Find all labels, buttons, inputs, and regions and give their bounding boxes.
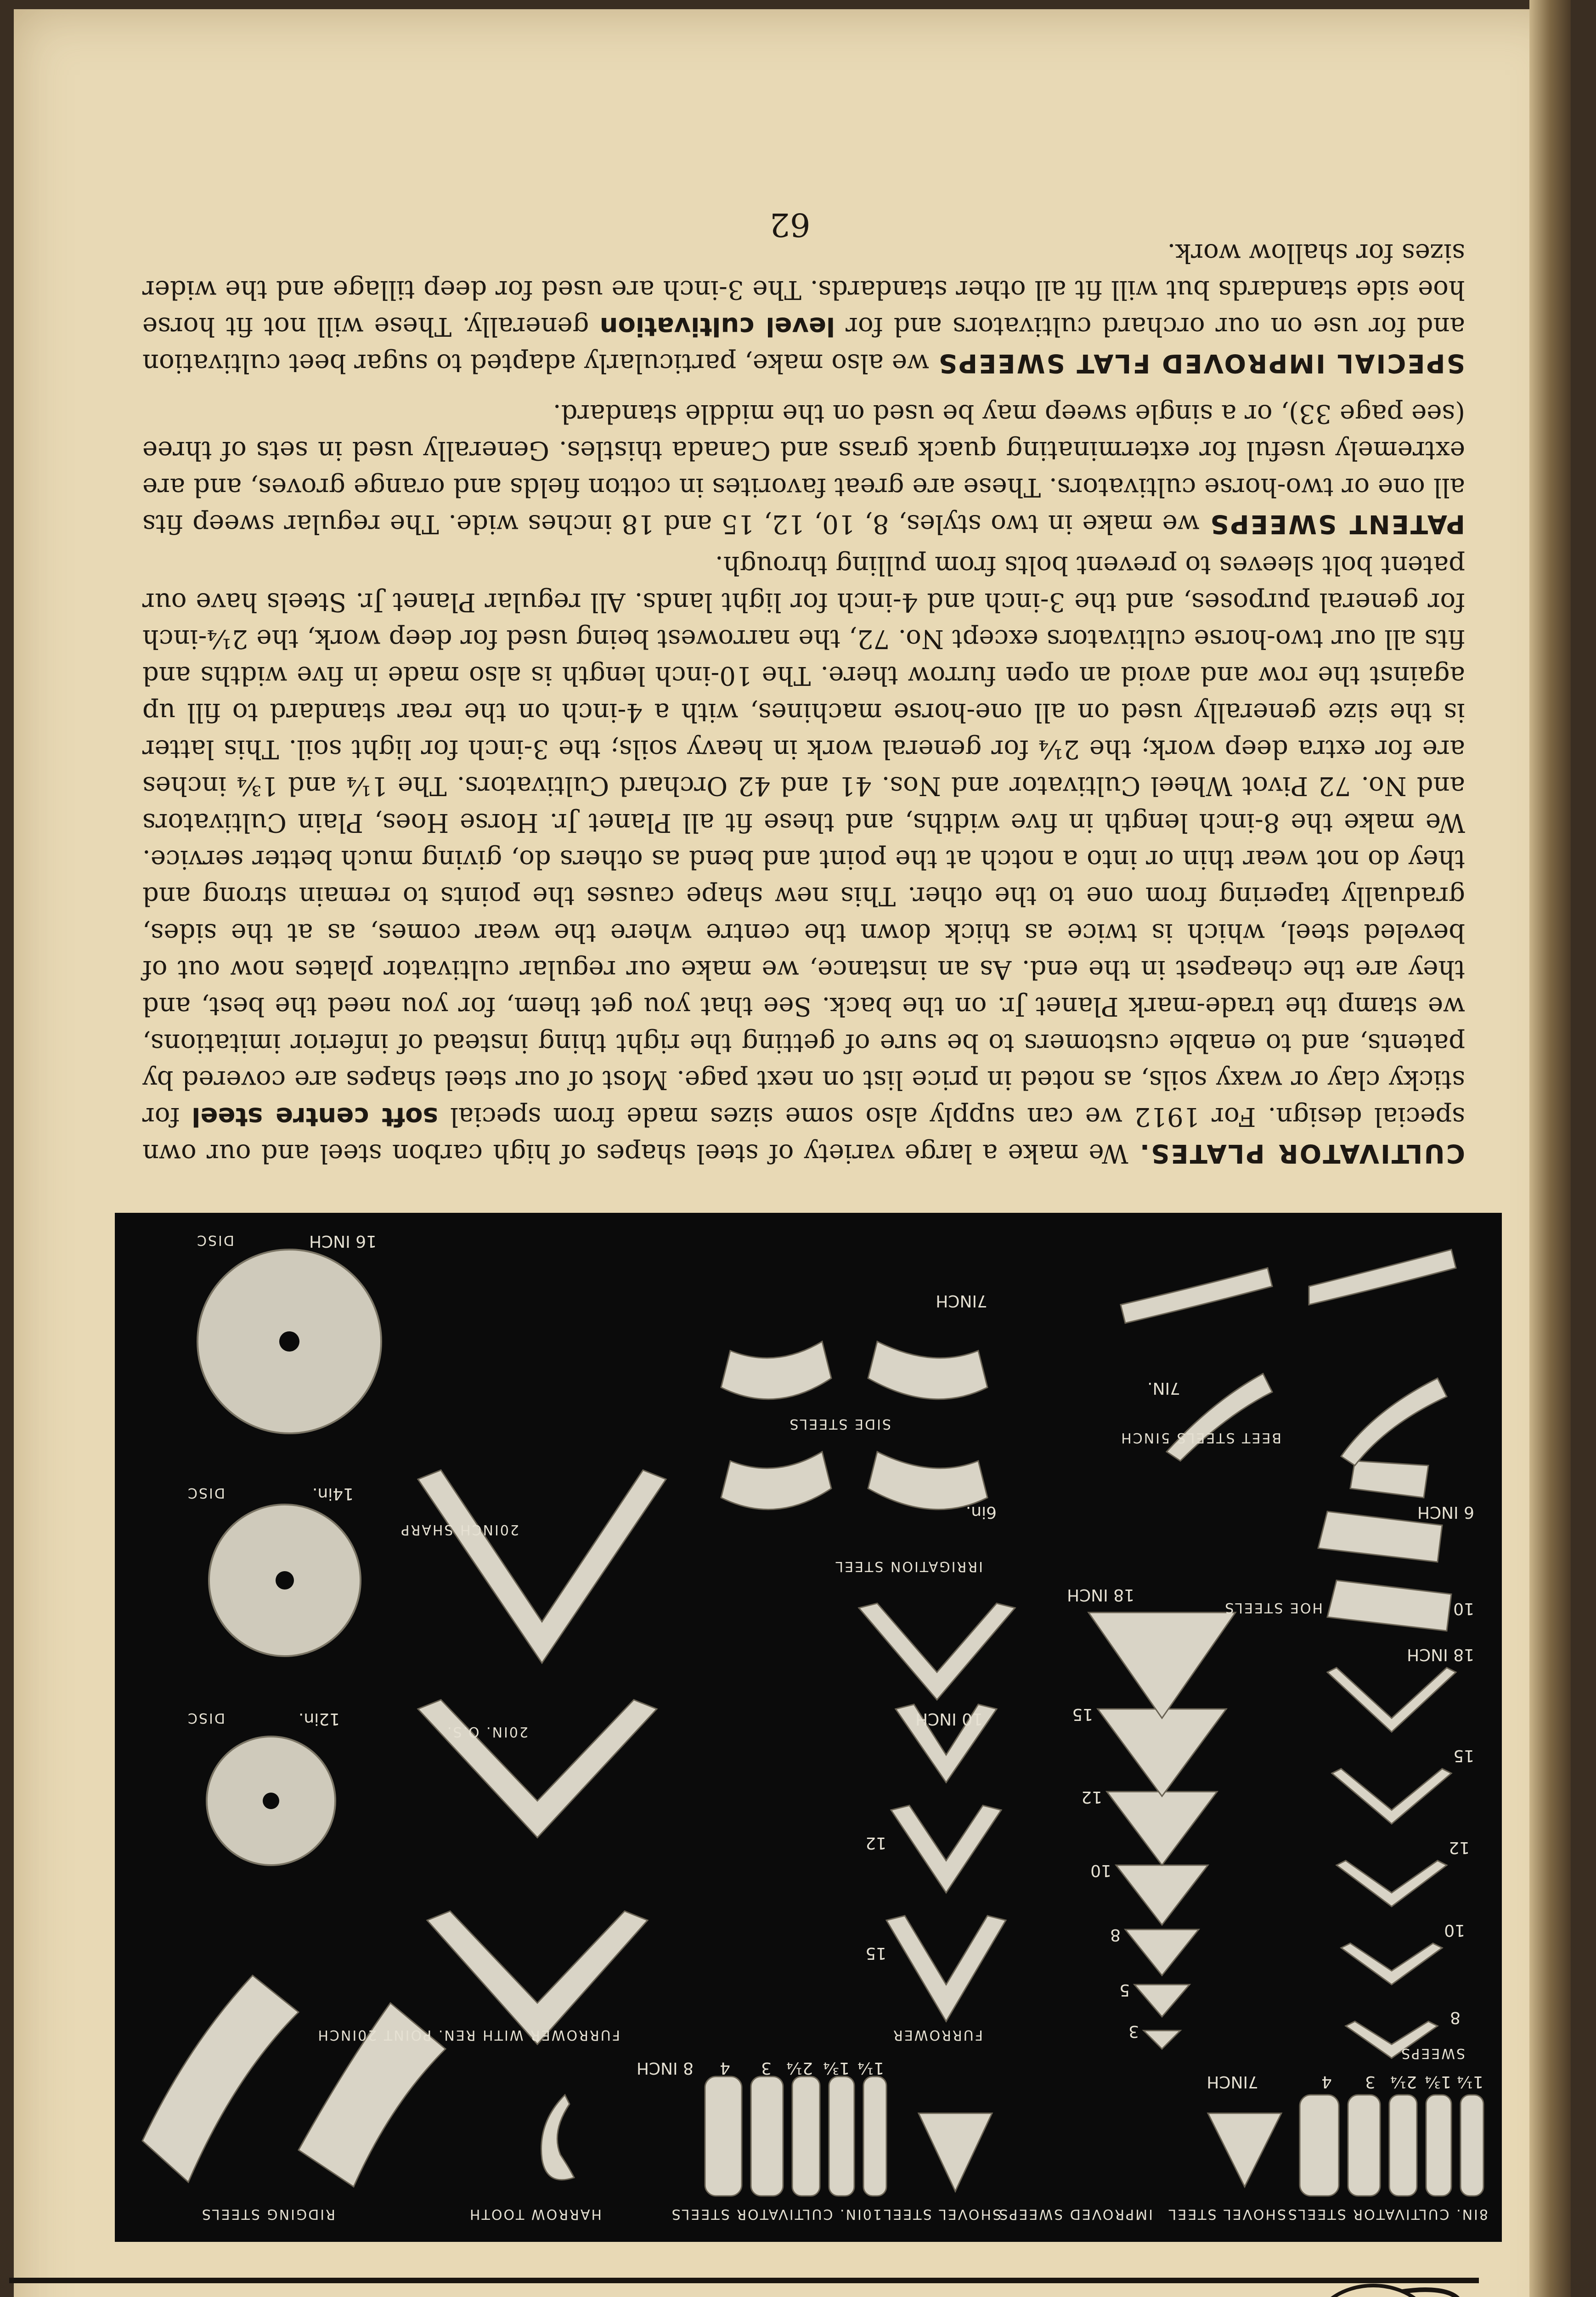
disc-12 xyxy=(207,1737,335,1865)
furrower-size-12: 12 xyxy=(865,1833,886,1852)
book-spine-shadow xyxy=(1529,0,1571,2297)
disc-12-size: 12in. xyxy=(298,1709,340,1728)
special-bold: level cultivation xyxy=(599,311,835,341)
book-page xyxy=(14,9,1571,2297)
sweep-size-12: 12 xyxy=(1449,1838,1470,1857)
sweep-size-8: 8 xyxy=(1450,2008,1461,2027)
hoe-size-6: 6 INCH xyxy=(1417,1503,1474,1522)
furrower-point-label: FURROWER WITH REN. POINT 20INCH xyxy=(316,2027,620,2043)
label-8in-cultivator: 8IN. CULTIVATOR STEELS xyxy=(1286,2206,1488,2222)
sweeps-label: SWEEPS xyxy=(1400,2045,1465,2061)
special-text-1: we also make, particularly adapted to sugar beet cultivation and for use on our orchard cultivators and for xyxy=(142,311,1465,378)
cult10-size-5: 1¾ xyxy=(823,2059,850,2077)
label-harrow-tooth: HARROW TOOTH xyxy=(468,2206,602,2222)
disc-16-label: DISC xyxy=(196,1232,234,1248)
label-improved-sweeps: IMPROVED SWEEPS xyxy=(998,2206,1153,2222)
label-shovel-steel-2: SHOVEL STEEL xyxy=(882,2206,1001,2222)
disc-12-label: DISC xyxy=(186,1710,225,1726)
cultivator-bold: soft centre steel xyxy=(192,1102,439,1132)
cult10-size-1: 8 INCH xyxy=(636,2059,694,2077)
sweep-size-15: 15 xyxy=(1453,1746,1474,1765)
cult-size-5: 4 xyxy=(1321,2072,1332,2091)
hoe-steels-label: HOE STEELS xyxy=(1224,1600,1323,1616)
side-size-6: 6in. xyxy=(965,1503,997,1522)
cult-size-2: 1¾ xyxy=(1425,2072,1451,2091)
side-size-7: 7INCH xyxy=(936,1291,987,1310)
page-header xyxy=(14,2242,1571,2297)
disc-14-size: 14in. xyxy=(312,1484,354,1503)
cult10-size-6: 1¼ xyxy=(857,2059,884,2077)
label-10in-cultivator: 10IN. CULTIVATOR STEELS xyxy=(670,2206,882,2222)
imp-sweep-5: 5 xyxy=(1119,1980,1130,1999)
cult-size-7: 7INCH xyxy=(1207,2072,1258,2091)
side-steels-label: SIDE STEELS xyxy=(788,1416,891,1432)
special-text-2: generally. These will not fit horse hoe side standards but will fit all other standards. The 3-inch are used for deep tillage and the wider sizes for shallow work. xyxy=(142,238,1465,341)
label-shovel-steel-1: SHOVEL STEEL xyxy=(1167,2206,1286,2222)
imp-sweep-8: 8 xyxy=(1110,1925,1121,1944)
header-rule xyxy=(9,2278,1479,2283)
disc-16-size: 16 INCH xyxy=(309,1232,377,1250)
sweep-size-18: 18 INCH xyxy=(1406,1645,1474,1664)
irrigation-label: IRRIGATION STEEL xyxy=(834,1558,983,1574)
imp-sweep-3: 3 xyxy=(1128,2022,1139,2041)
cult10-size-2: 4 xyxy=(720,2059,730,2077)
cultivator-plates-heading: CULTIVATOR PLATES. xyxy=(1138,1138,1465,1168)
steel-shapes-figure xyxy=(115,1213,1502,2242)
cultivator-text-1: We make a large variety of steel shapes of high carbon steel and our own special design. For 1912 we can supply also some sizes made from special xyxy=(142,1102,1465,1168)
cultivator-text-2: for sticky clay or waxy soils, as noted in price list on next page. Most of our steel shapes are covered by patents, and to enable customers to be sure of getting the right thing instead of inferior imitations, we stamp the trade-mark Planet Jr. on the back. See that you get them, for you need the best, and they are the cheapest in the end. As an instance, we make our regular cultivator plates now out of beveled steel, which is twice as thick down the centre where the wear comes, as at the sides, gradually tapering from one to the other. This new shape causes the points to remain strong and they do not wear thin or into a notch at the point and bend as others do, giving much better service. We make the 8-inch length in five widths, and these fit all Planet Jr. Horse Hoes, Plain Cultivators and No. 72 Pivot Wheel Cultivator and Nos. 41 and 42 Orchard Cultivators. The 1¼ and 1¾ inches are for extra deep work; the 2¼ for general work in heavy soils; the 3-inch for light soil. This latter is the size generally used on all one-horse machines, with a 4-inch on the rear standard to fill up against the row and avoid an open furrow there. The 10-inch length is also made in five widths and fits all our two-horse cultivators except No. 72, the narrowest being used for deep work, the 2¼-inch for general purposes, and the 3-inch and 4-inch for light lands. All regular Planet Jr. Steels have our patent bolt sleeves to prevent bolts from pulling through. xyxy=(142,550,1465,1132)
disc-14 xyxy=(209,1505,361,1656)
steel-shapes-svg xyxy=(115,1213,1502,2242)
cult10-size-3: 3 xyxy=(761,2059,772,2077)
imp-sweep-18: 18 INCH xyxy=(1066,1585,1134,1604)
label-ridging-steels: RIDGING STEELS xyxy=(200,2206,335,2222)
disc-16 xyxy=(197,1250,381,1433)
sharp-label: 20INCH SHARP xyxy=(400,1522,519,1538)
cult10-size-4: 2¼ xyxy=(786,2059,813,2077)
sweep-size-10: 10 xyxy=(1444,1921,1465,1940)
furrower-size-15: 15 xyxy=(865,1944,886,1963)
hoe-size-10: 10 xyxy=(1453,1599,1474,1618)
special-sweeps-paragraph xyxy=(142,234,1465,381)
imp-sweep-12: 12 xyxy=(1081,1788,1102,1806)
imp-sweep-10: 10 xyxy=(1090,1861,1111,1880)
page-number: 62 xyxy=(769,206,811,243)
patent-text: we make in two styles, 8, 10, 12, 15 and 18 inches wide. The regular sweep fits all one or two-horse cultivators. These are great favorites in cotton fields and orange groves, and are extremely useful for exterminating quack grass and Canada thistles. Generally used in sets of three (see page 33), or a single sweep may be used on the middle standard. xyxy=(142,399,1465,539)
furrower-label: FURROWER xyxy=(892,2027,983,2043)
patent-sweeps-paragraph xyxy=(142,395,1465,542)
beet-size-7: 7IN. xyxy=(1147,1379,1180,1397)
cult-size-4: 3 xyxy=(1365,2072,1376,2091)
special-sweeps-heading: SPECIAL IMPROVED FLAT SWEEPS xyxy=(937,348,1465,378)
cultivator-plates-paragraph xyxy=(142,547,1465,1171)
cult-size-1: 1¼ xyxy=(1457,2072,1483,2091)
disc-14-label: DISC xyxy=(186,1485,225,1501)
imp-sweep-15: 15 xyxy=(1072,1705,1093,1724)
beet-steels-label: BEET STEELS 5INCH xyxy=(1120,1430,1281,1446)
furrower-size-10: 10 INCH xyxy=(915,1709,983,1728)
os-label: 20IN. O.S. xyxy=(446,1724,528,1740)
cult-size-3: 2¼ xyxy=(1390,2072,1417,2091)
printed-page-rotated xyxy=(14,9,1571,2297)
patent-sweeps-heading: PATENT SWEEPS xyxy=(1209,509,1465,539)
